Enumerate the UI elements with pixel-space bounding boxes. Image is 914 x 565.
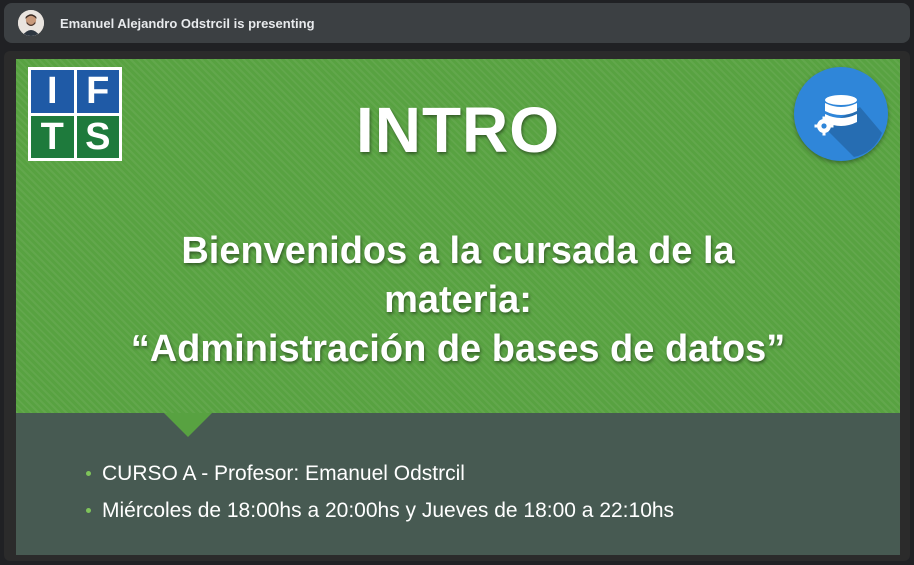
presentation-stage[interactable] (4, 51, 910, 561)
slide-title: INTRO (355, 94, 561, 166)
welcome-line: materia: (384, 279, 532, 321)
list-item (86, 455, 674, 492)
course-info-list (86, 455, 674, 529)
bullet-dot (86, 471, 91, 476)
bullet-text: Miércoles de 18:00hs a 20:00hs y Jueves de 18:00 a 22:10hs (102, 499, 675, 522)
logo-letter: S (77, 116, 120, 159)
welcome-line: “Administración de bases de datos” (130, 328, 786, 370)
presenter-bar (4, 3, 910, 43)
list-item (86, 492, 674, 529)
bullet-text: CURSO A - Profesor: Emanuel Odstrcil (102, 462, 465, 485)
welcome-heading (16, 227, 900, 374)
person-icon (18, 10, 44, 36)
welcome-line: Bienvenidos a la cursada de la (181, 230, 735, 272)
slide-notch (164, 413, 212, 437)
bullet-dot (86, 508, 91, 513)
presenter-status-text: Emanuel Alejandro Odstrcil is presenting (60, 15, 315, 31)
presenter-avatar (18, 10, 44, 36)
logo-letter: T (31, 116, 74, 159)
logo-letter: I (31, 70, 74, 113)
logo-letter: F (77, 70, 120, 113)
slide (16, 59, 900, 555)
